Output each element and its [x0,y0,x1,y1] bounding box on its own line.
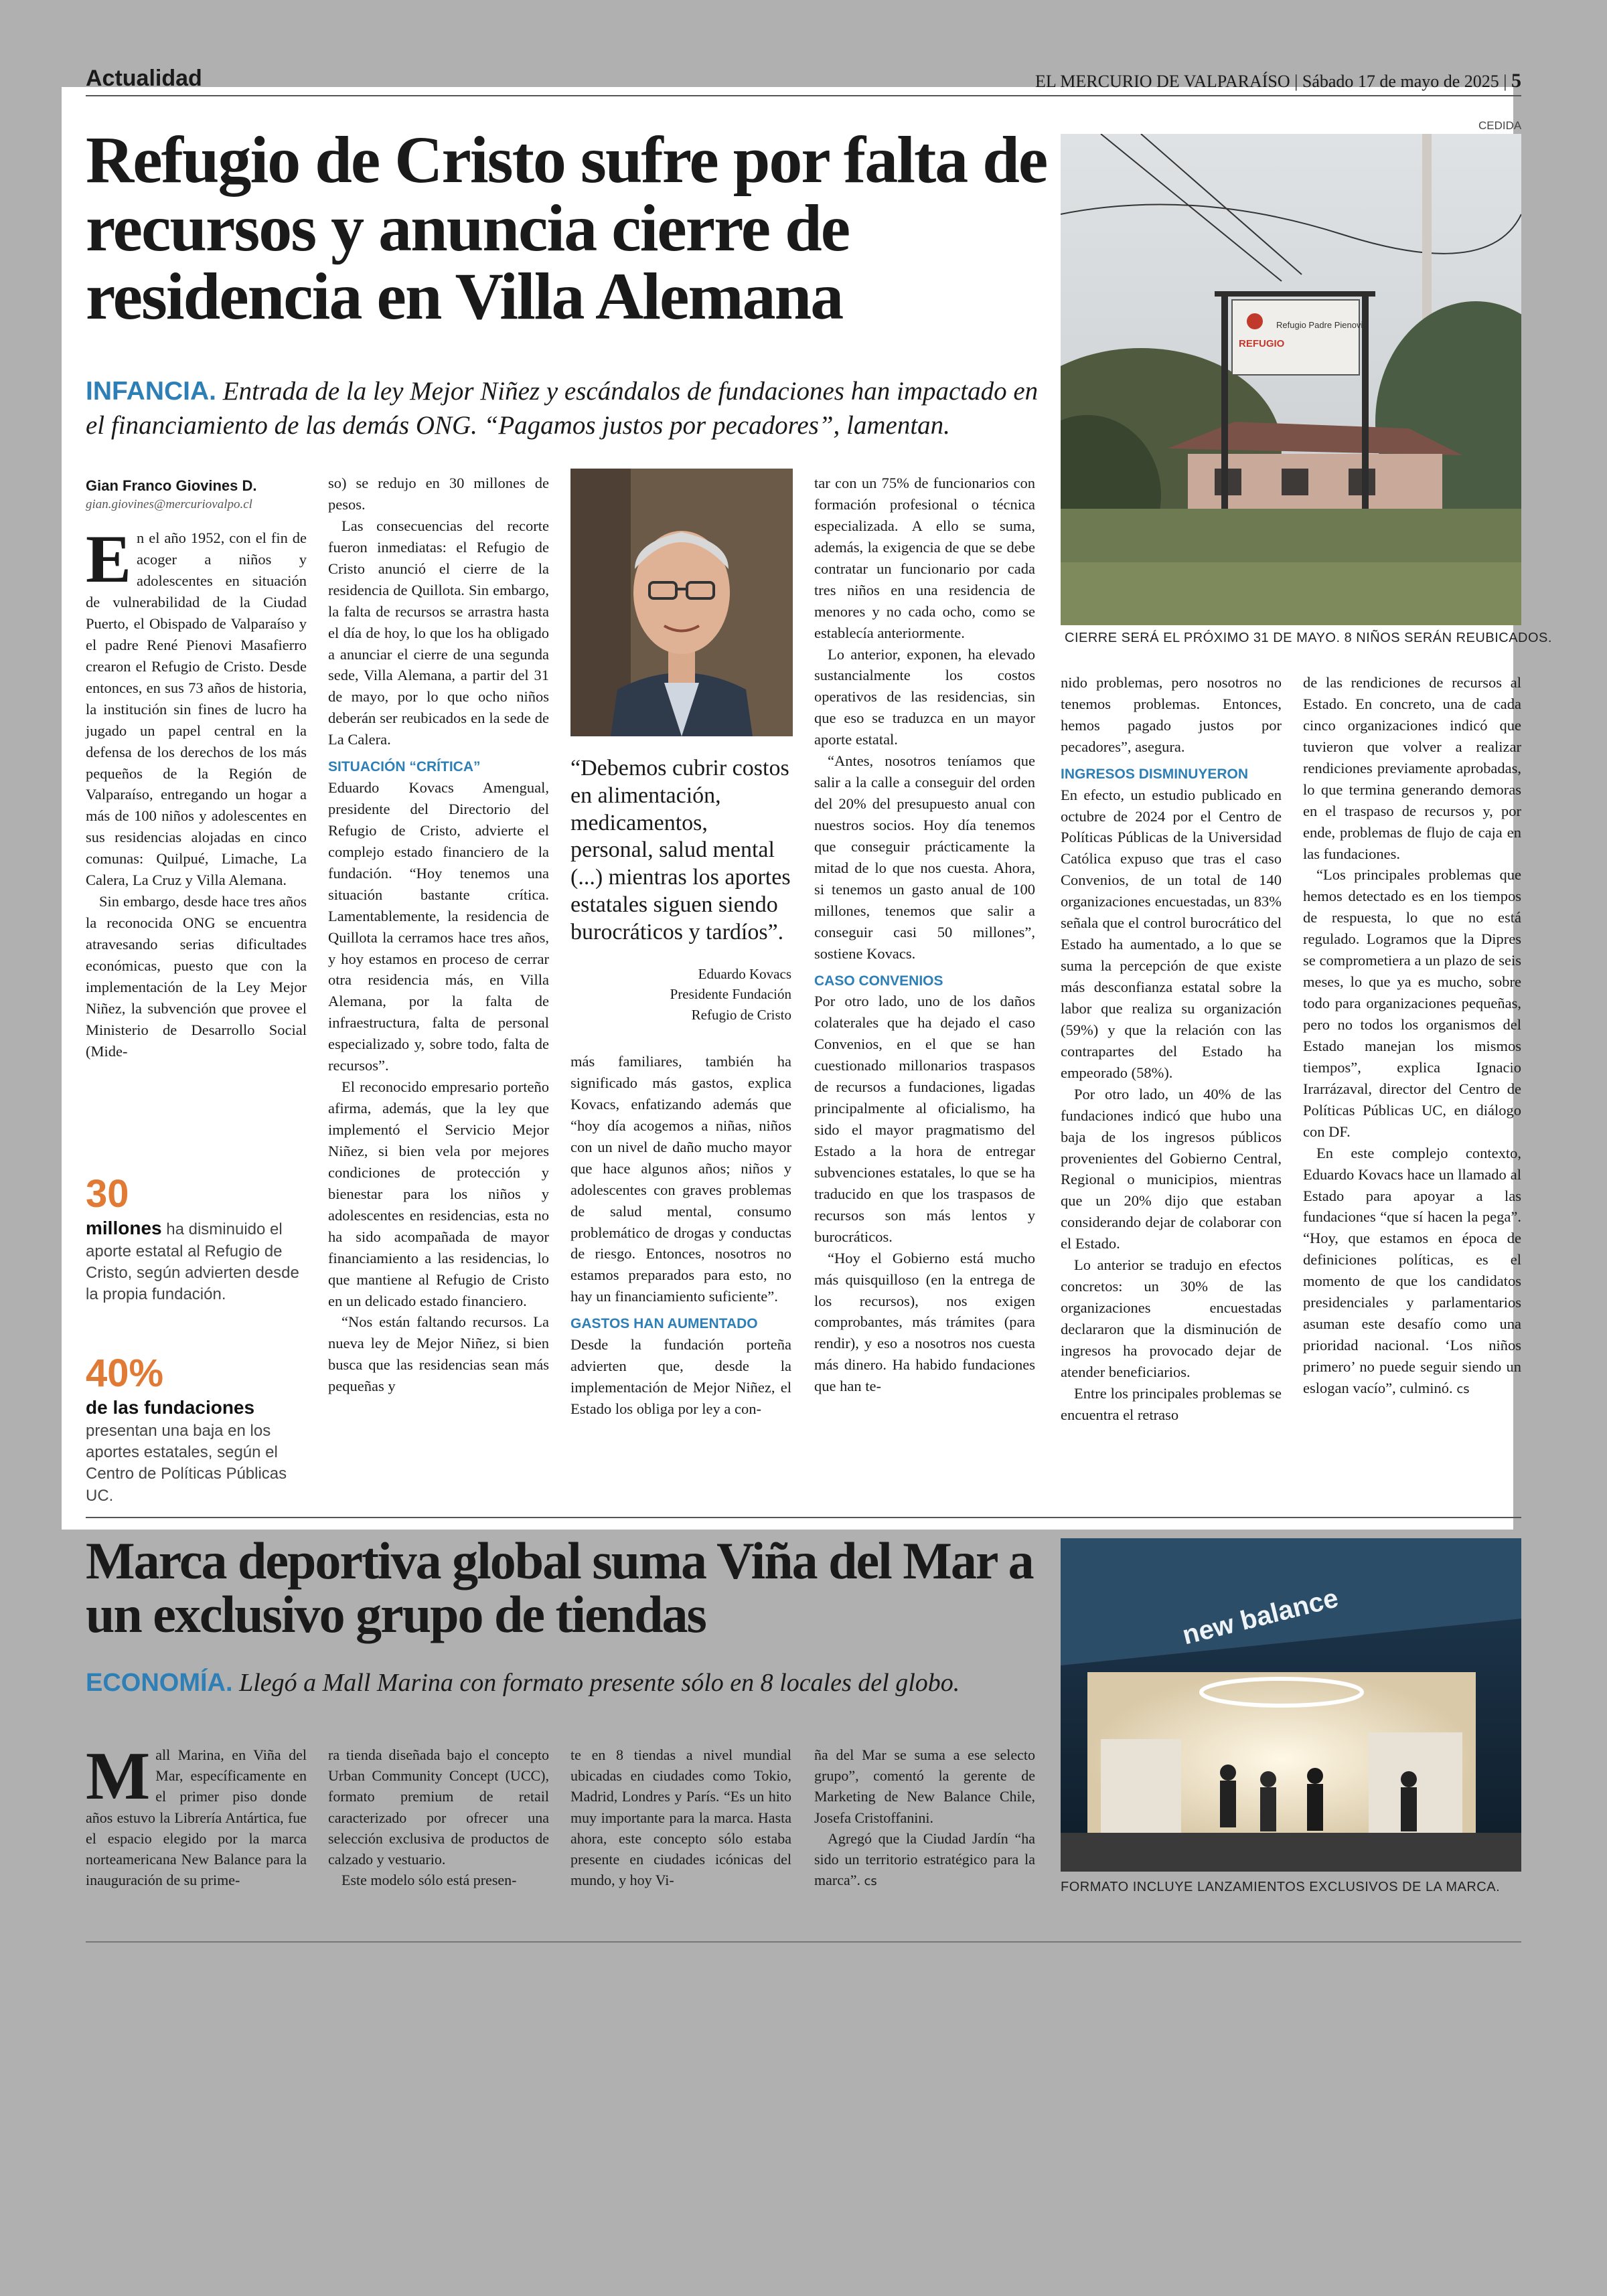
paragraph: Eduardo Kovacs Amengual, presidente del Directorio del Refugio de Cristo, advierte el complejo estado financiero de la fundación. “Hoy tenemos una situación bastante crítica. Lamentablemente, la residencia de Quillota la cerramos hace tres años, y hoy estamos en proceso de cerrar otra residencia más, en Villa Alemana, por la falta de infraestructura, falta de personal especializado y, sobre todo, falta de recursos”. [328,779,549,1074]
article2-column-2 [328,1744,549,1891]
paragraph: “Hoy el Gobierno está mucho más quisquilloso (en la entrega de los recursos), nos exigen comprobantes, más trámites (para rendir), y eso a nosotros nos cuesta más dinero. Ha habido fundaciones que han te- [814,1249,1035,1395]
paragraph: “Antes, nosotros teníamos que salir a la calle a conseguir del orden del 20% del presupuesto anual con nuestros socios. Hoy día tenemos que conseguir prácticamente la mitad de lo que nos cuesta. Ahora, si tenemos un gasto anual de 100 millones, tenemos que salir a conseguir casi 50 millones”, sostiene Kovacs. [814,752,1035,962]
subheading: SITUACIÓN “CRÍTICA” [328,759,481,775]
stat-number: 30 [86,1172,129,1216]
stat-box-1 [86,1173,307,1306]
issue-date: Sábado 17 de mayo de 2025 [1302,72,1499,91]
drop-cap: M [86,1738,151,1814]
store-illustration [1061,1538,1521,1872]
sign-text: Refugio Padre Pienovi [1276,320,1363,330]
article-deck [86,375,1050,442]
paragraph: ña del Mar se suma a ese selecto grupo”, comentó la gerente de Marketing de New Balance Chile, Josefa Cristoffanini. [814,1746,1035,1826]
paragraph: Desde la fundación porteña advierten que, desde la implementación de Mejor Niñez, el Estado los obliga por ley a con- [570,1336,791,1417]
paper-name: EL MERCURIO DE VALPARAÍSO [1035,72,1290,91]
paragraph: Por otro lado, uno de los daños colaterales que ha dejado el caso Convenios, en el que se han cuestionado millonarios traspasos de recursos a fundaciones, ligadas principalmente al oficialismo, ha sido el mayor pragmatismo del Estado a la hora de entregar subvenciones estatales, lo que se ha traducido en que los traspasos de recursos son más lentos y burocráticos. [814,993,1035,1245]
article-column-3 [570,1051,791,1420]
pull-quote: “Debemos cubrir costos en alimentación, medicamentos, personal, salud mental (...) mientras los aportes estatales siguen siendo burocráticos y tardíos”. [570,756,791,945]
paragraph: Lo anterior se tradujo en efectos concretos: un 30% de las organizaciones encuestadas declararon que la disminución de ingresos ha provocado dejar de atender beneficiarios. [1061,1256,1282,1380]
paragraph: te en 8 tiendas a nivel mundial ubicadas en ciudades como Tokio, Madrid, Londres y París. “Es un hito muy importante para la marca. Hasta ahora, este concepto sólo estaba presente en ciudades icónicas del mundo, y hoy Vi- [570,1746,791,1889]
end-mark-icon: cs [1456,1382,1470,1396]
paragraph: Mall Marina, en Viña del Mar, específicamente en el primer piso donde años estuvo la Librería Antártica, fue el espacio elegido por la marca norteamericana New Balance para la inauguración de su prime- [86,1738,307,1889]
quote-name: Eduardo Kovacs [698,966,791,982]
quote-role: Refugio de Cristo [691,1006,791,1023]
stat-text: millones ha disminuido el aporte estatal al Refugio de Cristo, según advierten desde la propia fundación. [86,1217,299,1304]
paragraph: “Nos están faltando recursos. La nueva ley de Mejor Niñez, si bien busca que las residencias sean más pequeñas y [328,1313,549,1395]
store-photo [1061,1538,1521,1872]
portrait-photo [570,469,793,736]
section-label: Actualidad [86,66,202,91]
article-column-4 [814,473,1035,1397]
page-number: 5 [1511,70,1521,92]
deck-text: Llegó a Mall Marina con formato presente sólo en 8 locales del globo. [239,1669,960,1697]
paragraph: Lo anterior, exponen, ha elevado sustancialmente los costos operativos de las residencias, sin que eso se traduzca en un mayor aporte estatal. [814,645,1035,748]
paragraph: Agregó que la Ciudad Jardín “ha sido un territorio estratégico para la marca”. cs [814,1829,1035,1889]
article2-column-1 [86,1738,307,1891]
paragraph: so) se redujo en 30 millones de pesos. [328,475,549,513]
article-headline: Refugio de Cristo sufre por falta de recursos y anuncia cierre de residencia en Villa Alemana [86,122,1047,333]
deck-kicker: INFANCIA. [86,377,216,406]
byline-author: Gian Franco Giovines D. [86,477,257,494]
paragraph: Por otro lado, un 40% de las fundaciones indicó que hubo una baja de los ingresos públicos provenientes del Gobierno Central, Regional o municipios, mientras que un 20% dijo que estaban considerando dejar de colaborar con el Estado. [1061,1085,1282,1252]
residence-photo [1061,134,1521,625]
paragraph: Las consecuencias del recorte fueron inmediatas: el Refugio de Cristo anunció el cierre de la residencia de Quillota. Sin embargo, la falta de recursos se arrastra hasta el día de hoy, lo que los ha obligado a anunciar el cierre de una segunda sede, Villa Alemana, a partir del 31 de mayo, por lo que ocho niños deberán ser reubicados en la sede de La Calera. [328,517,549,748]
masthead: EL MERCURIO DE VALPARAÍSO | Sábado 17 de mayo de 2025 | 5 [1035,70,1521,92]
deck-kicker: ECONOMÍA. [86,1669,233,1697]
article-divider [86,1517,1521,1518]
paragraph: Entre los principales problemas se encuentra el retraso [1061,1384,1282,1423]
end-mark-icon: cs [864,1874,877,1889]
paragraph: En efecto, un estudio publicado en octubre de 2024 por el Centro de Políticas Públicas de la Universidad Católica expuso que tras el caso Convenios, de un total de 140 organizaciones encuestadas, un 83% señala que el control burocrático del Estado ha aumentado, a lo que se suma la percepción de que existe más desconfianza estatal sobre la labor que realiza su organización (59%) y que la relación con las contrapartes del Estado ha empeorado (58%). [1061,786,1282,1081]
subheading: CASO CONVENIOS [814,973,943,989]
drop-cap: E [86,521,132,598]
paragraph: En este complejo contexto, Eduardo Kovacs hace un llamado al Estado para apoyar a las fundaciones “que sí hacen la pega”. “Hoy, que estamos en época de definiciones políticas, es el momento de que los candidatos presidenciales y parlamentarios asuman este desafío como una prioridad nacional. ‘Los niños primero’ no puede seguir siendo un eslogan vacío”, culminó. cs [1303,1144,1521,1396]
paragraph: ra tienda diseñada bajo el concepto Urban Community Concept (UCC), formato premium de retail caracterizado por ofrecer una selección exclusiva de productos de calzado y vestuario. [328,1746,549,1868]
subheading: GASTOS HAN AUMENTADO [570,1316,758,1332]
paragraph: Este modelo sólo está presen- [341,1872,517,1889]
page-bottom-rule [86,1941,1521,1943]
stat-box-2 [86,1352,307,1507]
article-column-2 [328,473,549,1397]
article-column-5 [1061,672,1282,1426]
byline-email: gian.giovines@mercuriovalpo.cl [86,497,252,512]
paragraph: En el año 1952, con el fin de acoger a niños y adolescentes en situación de vulnerabilidad de la Ciudad Puerto, el Obispado de Valparaíso y el padre René Pienovi Masafierro crearon el Refugio de Cristo. Desde entonces, en sus 73 años de historia, la institución sin fines de lucro ha jugado un papel central en la defensa de los derechos de los más pequeños de la Región de Valparaíso, entregando un hogar a más de 100 niños y adolescentes en sus residencias alojadas en cinco comunas: Quilpué, Limache, La Calera, La Cruz y Villa Alemana. [86,521,307,889]
subheading: INGRESOS DISMINUYERON [1061,766,1249,782]
quote-role: Presidente Fundación [670,986,791,1003]
pull-quote-attribution [570,964,791,1025]
store-photo-caption: FORMATO INCLUYE LANZAMIENTOS EXCLUSIVOS DE LA MARCA. [1061,1880,1501,1894]
residence-photo-caption: CIERRE SERÁ EL PRÓXIMO 31 DE MAYO. 8 NIÑOS SERÁN REUBICADOS. [1065,631,1552,645]
article-headline: Marca deportiva global suma Viña del Mar a un exclusivo grupo de tiendas [86,1532,1033,1643]
stat-number: 40% [86,1351,164,1395]
article2-column-3 [570,1744,791,1891]
deck-text: Entrada de la ley Mejor Niñez y escándalos de fundaciones han impactado en el financiamiento de las demás ONG. “Pagamos justos por pecadores”, lamentan. [86,377,1039,440]
residence-illustration [1061,134,1521,625]
store-sign: new balance [1179,1583,1341,1651]
paragraph: nido problemas, pero nosotros no tenemos problemas. Entonces, hemos pagado justos por pecadores”, asegura. [1061,674,1282,755]
stat-text: de las fundaciones presentan una baja en los aportes estatales, según el Centro de Políticas Públicas UC. [86,1396,287,1505]
paragraph: tar con un 75% de funcionarios con formación profesional o técnica especializada. A ello se suma, además, la exigencia de que se debe contratar un funcionario por cada tres niños en una residencia de menores y no cada ocho, como se establecía anteriormente. [814,475,1035,641]
paragraph: de las rendiciones de recursos al Estado. En concreto, una de cada cinco organizaciones indicó que tuvieron que volver a realizar rendiciones previamente aprobadas, lo que termina generando demoras en el traspaso de recursos y, por ende, problemas de flujo de caja en las fundaciones. [1303,674,1521,862]
paragraph: más familiares, también ha significado más gastos, explica Kovacs, enfatizando además que “hoy día acogemos a niñas, niños con un nivel de daño mucho mayor que hace algunos años; niños y adolescentes con graves problemas de salud mental, consumo problemático de drogas y conductas de riesgo. Entonces, nosotros no estamos preparados para esto, no hay un financiamiento suficiente”. [570,1053,791,1305]
paragraph: Sin embargo, desde hace tres años la reconocida ONG se encuentra atravesando serias dificultades económicas, puesto que con la implementación de la Ley Mejor Niñez, la subvención que provee el Ministerio de Desarrollo Social (Mide- [86,893,307,1060]
article-column-1 [86,475,307,1062]
article-deck [86,1667,1050,1700]
portrait-illustration [570,469,793,736]
sign-logo: REFUGIO [1239,338,1285,349]
photo-credit: CEDIDA [1478,119,1522,132]
paragraph: “Los principales problemas que hemos detectado es en los tiempos de respuesta, lo que no está regulado. Logramos que la Dipres se comprometiera a un plazo de seis meses, lo que ya es mucho, sobre todo para organizaciones pequeñas, pero no todos los organismos del Estado manejan los mismos tiempos”, explica Ignacio Irarrázaval, director del Centro de Políticas Públicas UC, en diálogo con DF. [1303,866,1521,1140]
article2-column-4 [814,1744,1035,1891]
paragraph: El reconocido empresario porteño afirma, además, que la ley que implementó el Servicio Mejor Niñez, si bien vela por mejores condiciones de protección y bienestar para los niños y adolescentes en residencias, esta no ha sido acompañada de mayor financiamiento a las residencias, lo que mantiene al Refugio de Cristo en un delicado estado financiero. [328,1078,549,1309]
page-header [86,66,1521,96]
article-column-6 [1303,672,1521,1399]
